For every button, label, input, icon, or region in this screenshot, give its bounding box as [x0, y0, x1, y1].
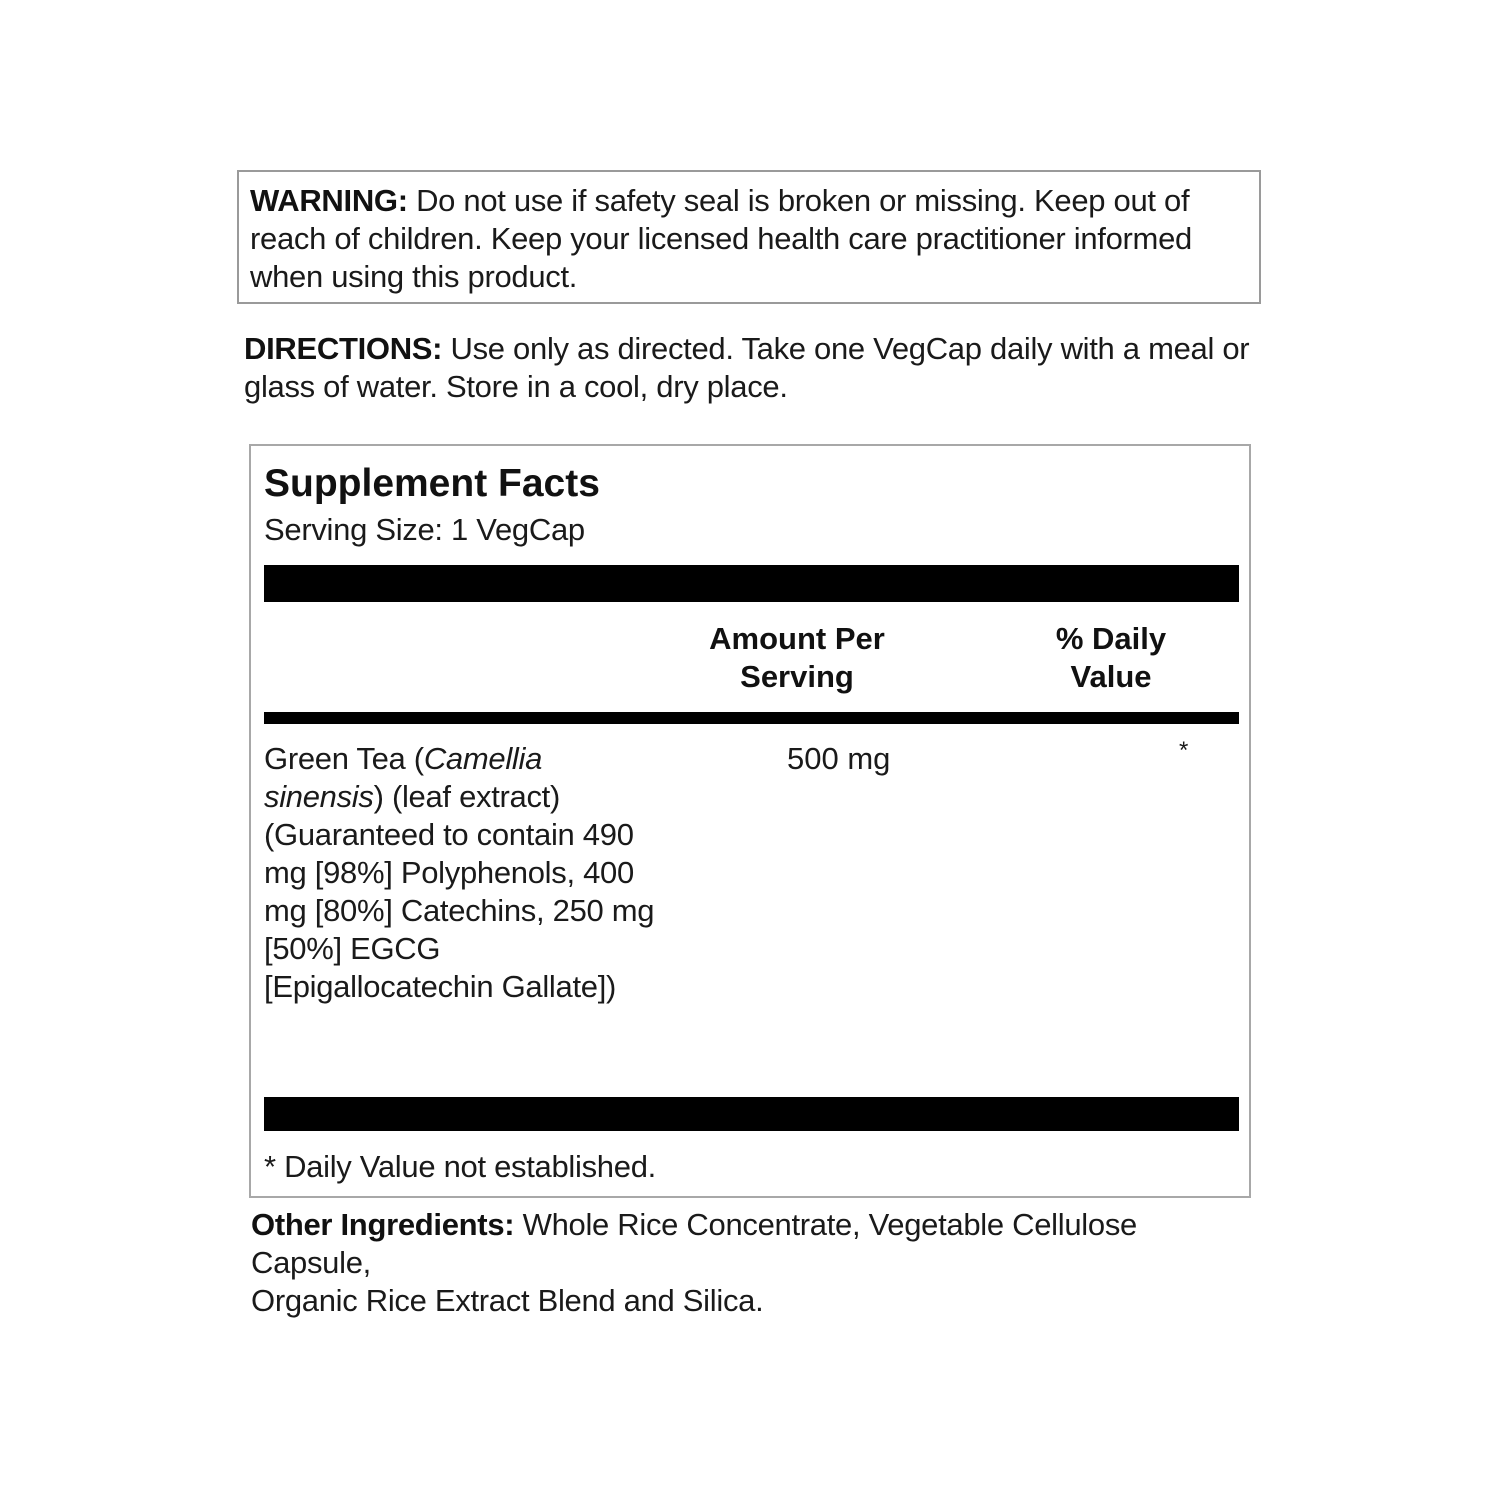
other-ingredients-label: Other Ingredients: [251, 1207, 515, 1242]
ingredient-genus: Camellia [423, 741, 543, 776]
warning-box [237, 170, 1261, 304]
amount-header-line1: Amount Per [709, 621, 885, 656]
dv-header-line2: Value [1070, 659, 1152, 694]
ingredient-amount: 500 mg [787, 741, 891, 776]
ingredient-name [264, 740, 664, 1006]
supplement-facts-panel [249, 444, 1251, 1198]
ingredient-name-suffix: ) (leaf extract) (Guaranteed to contain 490 mg [98%] Polyphenols, 400 mg [80%] Catechins, 250 mg [50%] EGCG [Epigallocatechin Gallate]) [264, 779, 655, 1004]
directions-text: Use only as directed. Take one VegCap daily with a meal or glass of water. Store in a cool, dry place. [244, 331, 1250, 404]
supplement-facts-title: Supplement Facts [264, 462, 600, 505]
other-ingredients-line1: Whole Rice Concentrate, Vegetable Cellulose Capsule, [251, 1207, 1137, 1280]
thick-divider-top [264, 565, 1239, 602]
other-ingredients-section [251, 1206, 1261, 1320]
directions-label: DIRECTIONS: [244, 331, 443, 366]
dv-header-line1: % Daily [1055, 621, 1167, 656]
daily-value-header [1011, 620, 1211, 696]
daily-value-footnote: * Daily Value not established. [264, 1149, 656, 1184]
warning-label: WARNING: [250, 183, 408, 218]
ingredient-species: sinensis [264, 779, 374, 814]
thick-divider-bottom [264, 1097, 1239, 1131]
amount-per-serving-header [681, 620, 913, 696]
amount-header-line2: Serving [740, 659, 854, 694]
warning-text: Do not use if safety seal is broken or missing. Keep out of reach of children. Keep your licensed health care practitioner informed when using this product. [250, 183, 1192, 294]
other-ingredients-line2: Organic Rice Extract Blend and Silica. [251, 1283, 764, 1318]
medium-divider [264, 712, 1239, 724]
serving-size: Serving Size: 1 VegCap [264, 512, 585, 547]
ingredient-name-prefix: Green Tea ( [264, 741, 424, 776]
directions-section [244, 330, 1254, 406]
ingredient-daily-value: * [1179, 737, 1189, 764]
